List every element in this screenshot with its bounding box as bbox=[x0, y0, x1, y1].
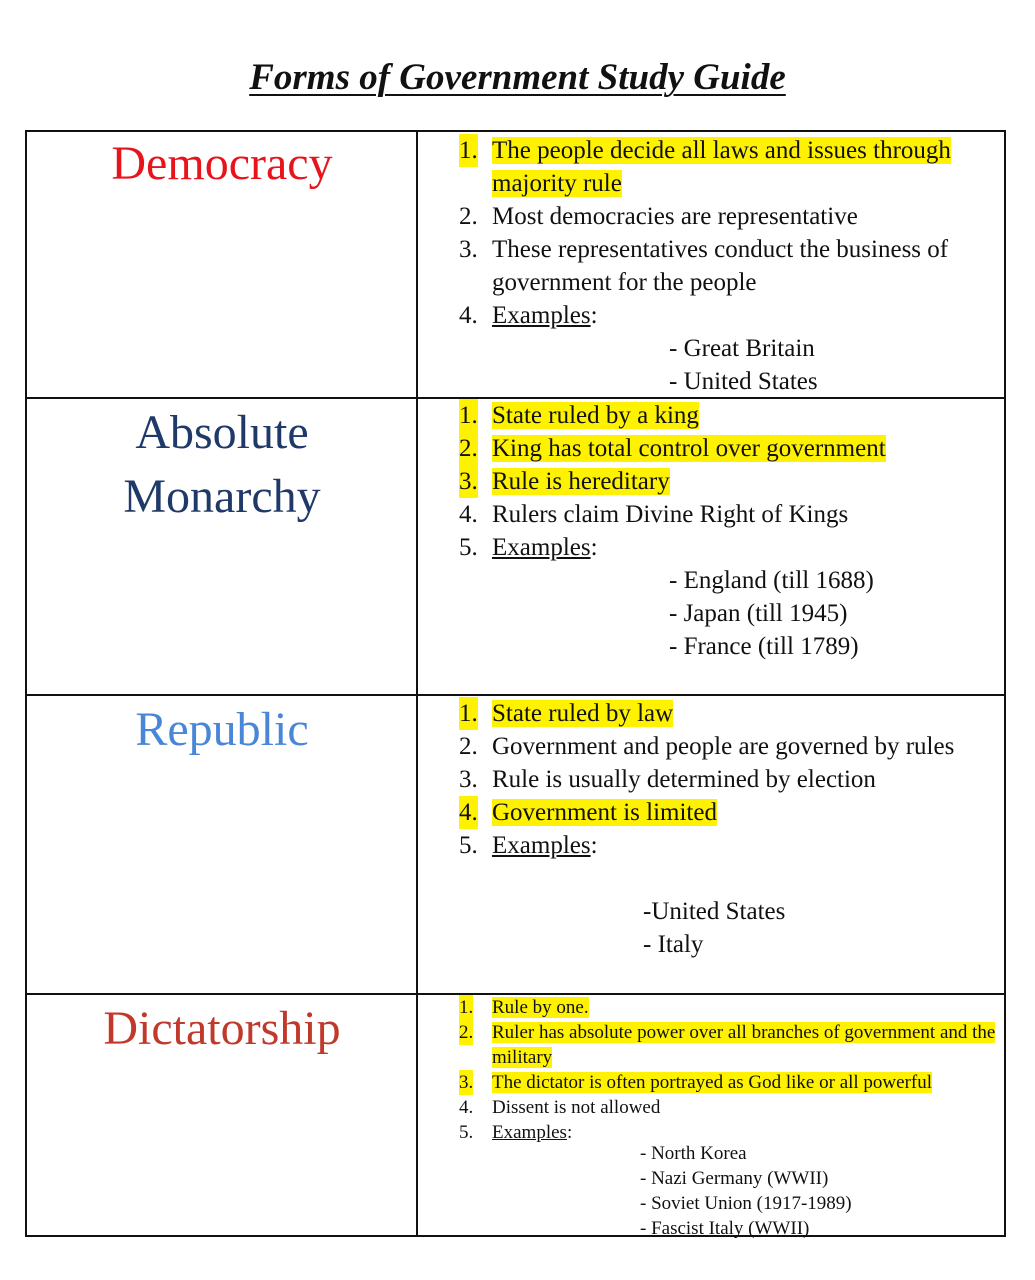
row-dictatorship bbox=[27, 993, 1004, 1239]
list-item: 3. These representatives conduct the business of government for the people bbox=[459, 236, 949, 296]
list-item: 2. King has total control over government bbox=[459, 432, 994, 465]
list-item: 5. Examples: bbox=[459, 832, 598, 859]
example-item: - Fascist Italy (WWII) bbox=[640, 1218, 810, 1239]
list-item: 1. Rule by one. bbox=[459, 997, 589, 1018]
list-item: 2. Ruler has absolute power over all branches of government and the military bbox=[459, 1022, 996, 1068]
example-item: - Great Britain bbox=[669, 335, 815, 362]
list-item: 4. Examples: bbox=[459, 302, 598, 329]
list-item: 3. Rule is hereditary bbox=[459, 465, 994, 498]
government-name-absolute-monarchy: Absolute Monarchy bbox=[123, 406, 321, 523]
list-item: 4. Rulers claim Divine Right of Kings bbox=[459, 501, 849, 528]
list-item: 1. The people decide all laws and issues through majority rule bbox=[459, 134, 994, 200]
example-item: - Nazi Germany (WWII) bbox=[640, 1168, 829, 1189]
government-name-democracy: Democracy bbox=[111, 137, 333, 190]
list-item: 4. Government is limited bbox=[459, 796, 994, 829]
examples-list-absolute-monarchy bbox=[669, 564, 874, 663]
example-item: - Japan (till 1945) bbox=[669, 600, 848, 627]
example-item: - North Korea bbox=[640, 1143, 747, 1164]
list-item: 3. Rule is usually determined by election bbox=[459, 766, 876, 793]
example-item: - France (till 1789) bbox=[669, 633, 859, 660]
item-list-dictatorship bbox=[459, 995, 998, 1145]
row-democracy bbox=[27, 132, 1004, 397]
item-list-republic bbox=[459, 697, 994, 862]
example-item: - Italy bbox=[643, 931, 704, 958]
examples-list-republic bbox=[643, 895, 785, 961]
list-item: 2. Most democracies are representative bbox=[459, 203, 858, 230]
item-list-absolute-monarchy bbox=[459, 399, 994, 564]
row-republic bbox=[27, 694, 1004, 993]
example-item: - England (till 1688) bbox=[669, 567, 874, 594]
list-item: 4. Dissent is not allowed bbox=[459, 1097, 661, 1118]
list-item: 1. State ruled by a king bbox=[459, 399, 994, 432]
example-item: -United States bbox=[643, 898, 786, 925]
government-name-dictatorship: Dictatorship bbox=[103, 1002, 341, 1055]
examples-list-dictatorship bbox=[607, 1141, 852, 1241]
government-name-republic: Republic bbox=[135, 703, 309, 756]
example-item: - Soviet Union (1917-1989) bbox=[640, 1193, 852, 1214]
list-item: 1. State ruled by law bbox=[459, 697, 994, 730]
page-title: Forms of Government Study Guide bbox=[249, 57, 786, 98]
study-guide-table bbox=[25, 130, 1006, 1237]
list-item: 5. Examples: bbox=[459, 534, 598, 561]
list-item: 2. Government and people are governed by rules bbox=[459, 733, 955, 760]
example-item: - United States bbox=[669, 368, 818, 395]
examples-list-democracy bbox=[669, 332, 818, 398]
list-item: 5. Examples: bbox=[459, 1122, 573, 1143]
item-list-democracy bbox=[459, 134, 994, 332]
row-absolute-monarchy bbox=[27, 397, 1004, 694]
list-item: 3. The dictator is often portrayed as God like or all powerful bbox=[459, 1072, 933, 1093]
